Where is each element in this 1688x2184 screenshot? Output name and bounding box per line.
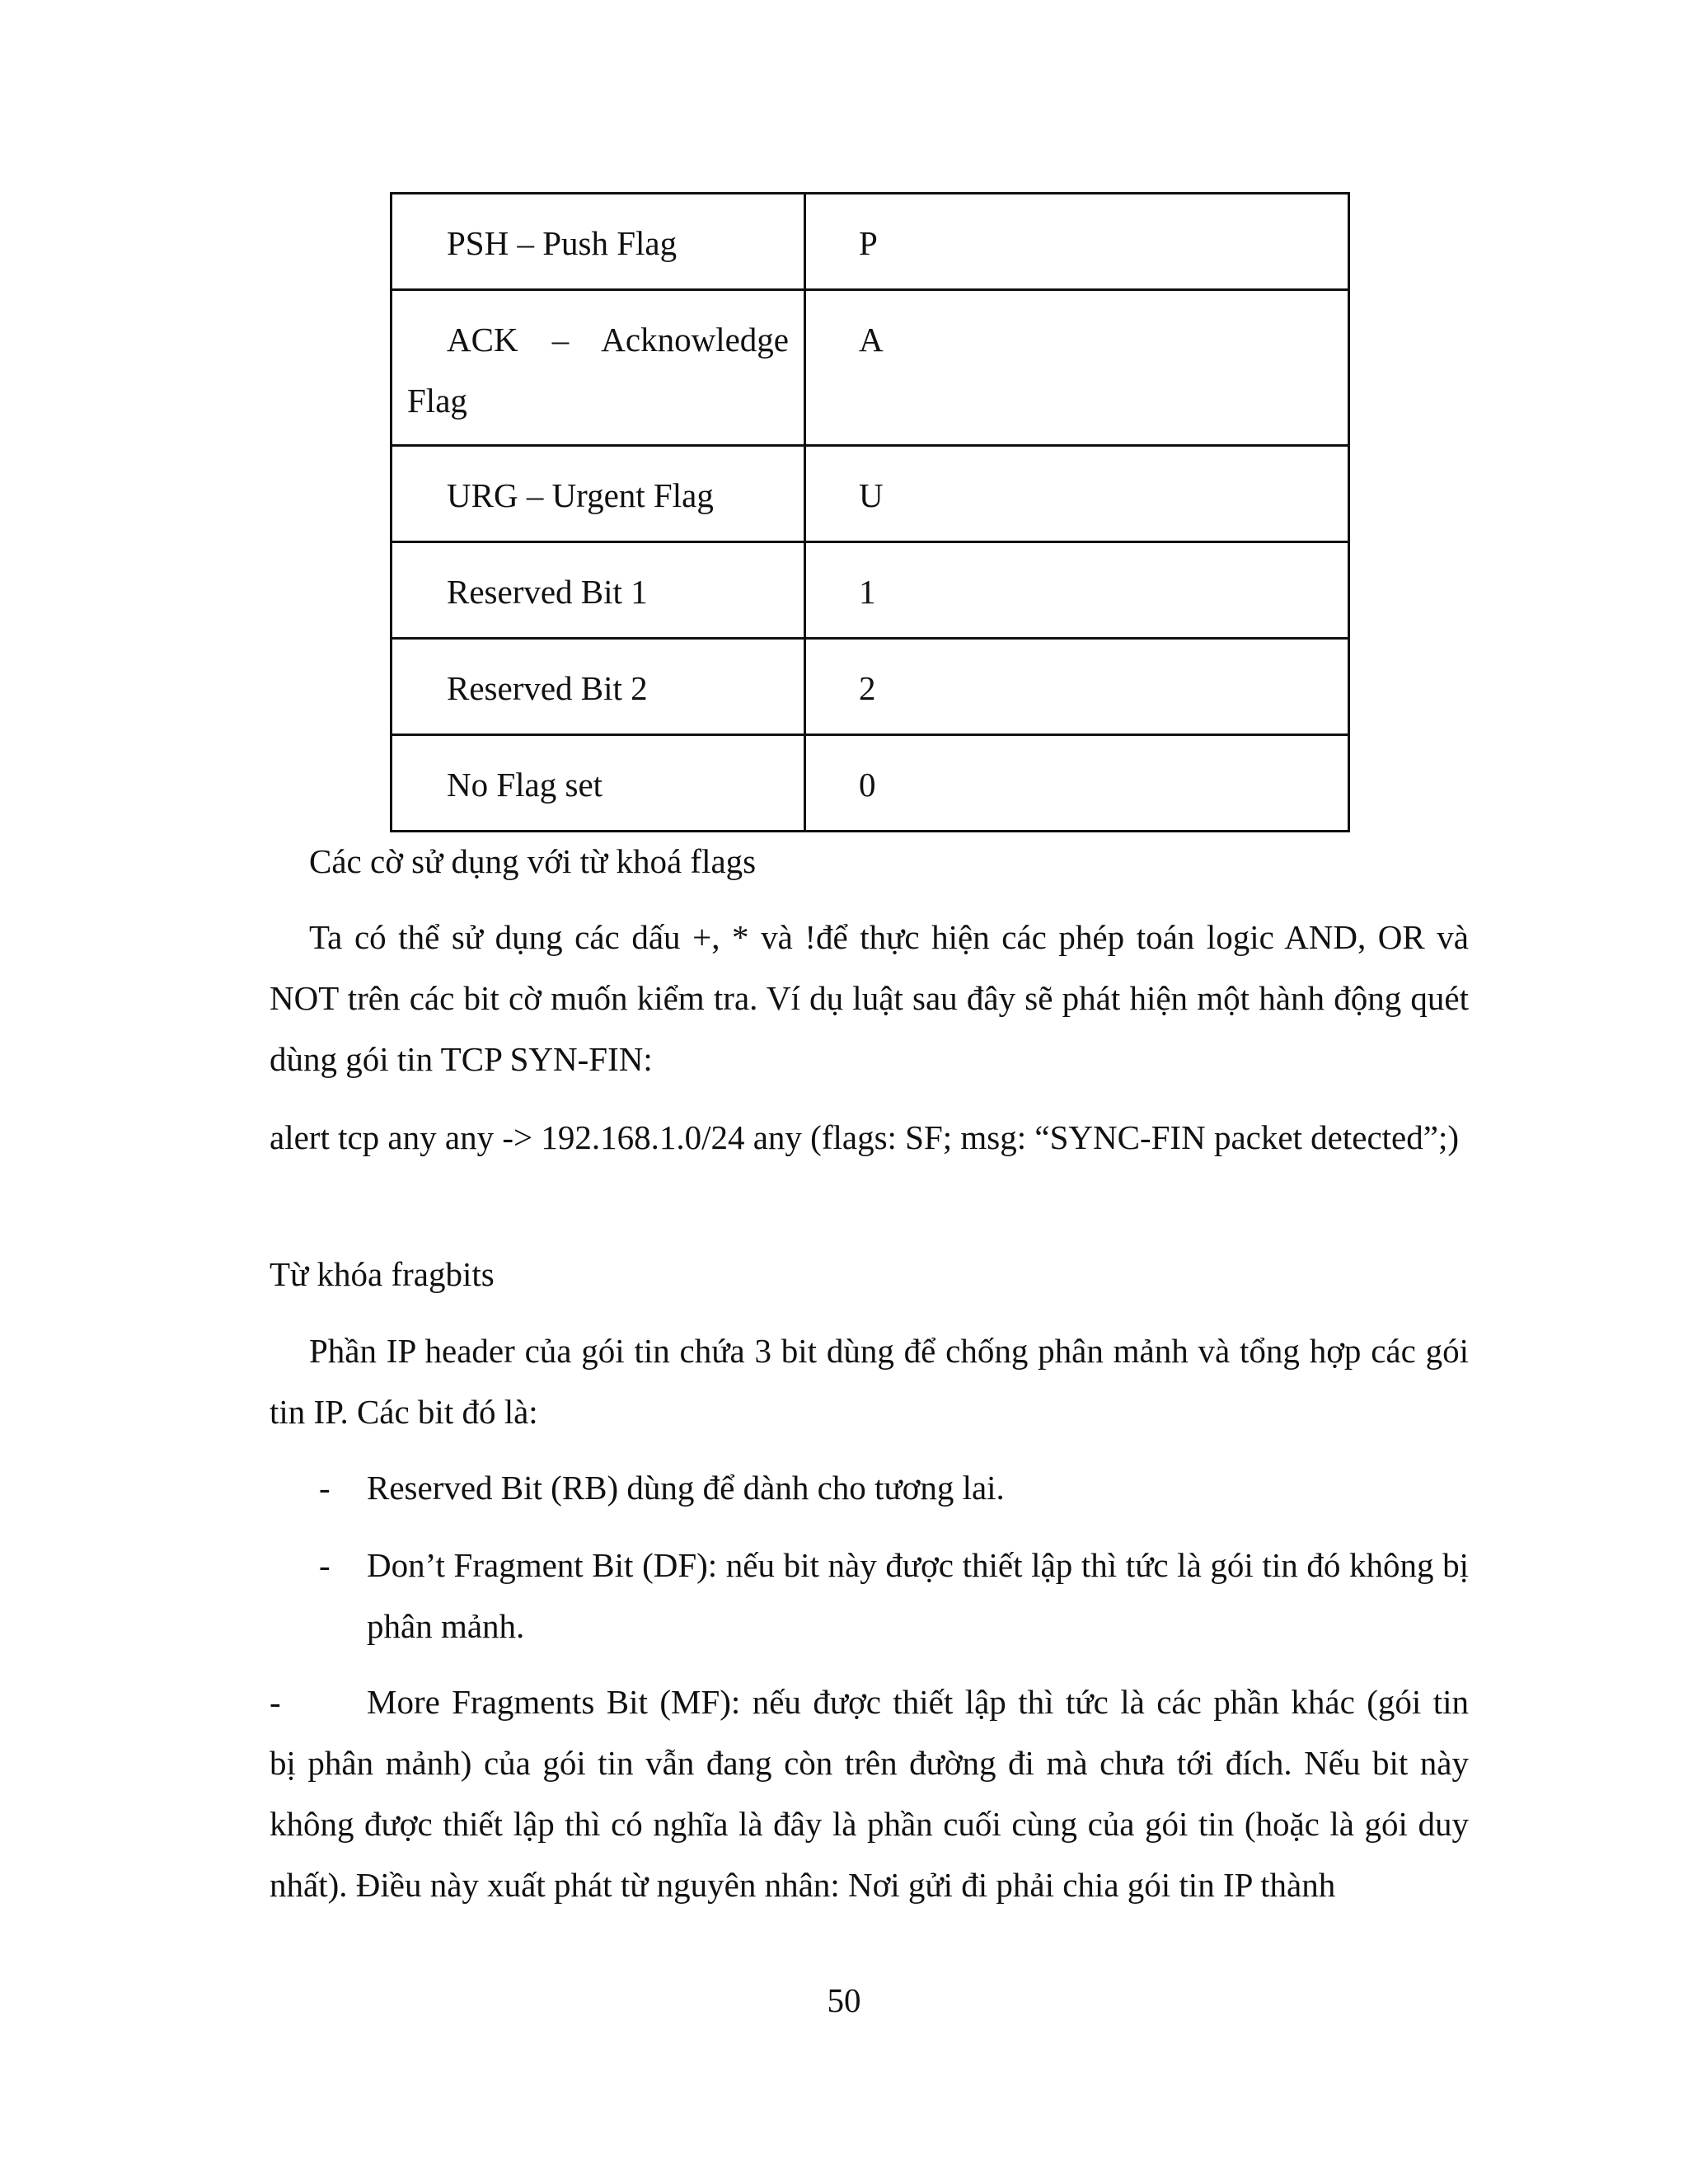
- bullet-text-reserved-bit: Reserved Bit (RB) dùng để dành cho tương lai.: [367, 1469, 1005, 1507]
- bullet-dash: -: [319, 1546, 331, 1584]
- list-item: [270, 1535, 1469, 1657]
- flag-code-cell: 0: [805, 735, 1349, 832]
- table-row: [392, 446, 1349, 542]
- paragraph-logic-operators: Ta có thể sử dụng các dấu +, * và !để thực hiện các phép toán logic AND, OR và NOT trên các bit cờ muốn kiểm tra. Ví dụ luật sau đây sẽ phát hiện một hành động quét dùng gói tin TCP SYN-FIN:: [270, 918, 1469, 1078]
- paragraph-ip-header-bits: Phần IP header của gói tin chứa 3 bit dùng để chống phân mảnh và tổng hợp các gói tin IP. Các bit đó là:: [270, 1332, 1469, 1431]
- flag-name-cell: [392, 446, 805, 542]
- flag-code-cell: 1: [805, 542, 1349, 639]
- list-item: [270, 1457, 1469, 1518]
- flag-name: URG – Urgent Flag: [447, 476, 714, 514]
- bullet-text-dont-fragment: Don’t Fragment Bit (DF): nếu bit này được thiết lập thì tức là gói tin đó không bị phân mảnh.: [367, 1546, 1469, 1645]
- flag-code-cell: A: [805, 290, 1349, 446]
- flag-code-cell: 2: [805, 639, 1349, 735]
- flag-name-cell: [392, 542, 805, 639]
- table-row: [392, 542, 1349, 639]
- rule-example: alert tcp any any -> 192.168.1.0/24 any (flags: SF; msg: “SYNC-FIN packet detected”;): [270, 1118, 1459, 1156]
- flag-name: No Flag set: [447, 766, 603, 804]
- table-caption: Các cờ sử dụng với từ khoá flags: [309, 842, 757, 880]
- bullet-dash: -: [270, 1683, 281, 1721]
- tcp-flags-table: [390, 192, 1350, 832]
- table-row: [392, 194, 1349, 290]
- flag-code-cell: P: [805, 194, 1349, 290]
- table-row: [392, 735, 1349, 832]
- flag-name-cell: [392, 290, 805, 446]
- flag-name: Reserved Bit 1: [447, 573, 648, 611]
- page-number: 50: [827, 1981, 861, 2019]
- flag-name-cell: [392, 735, 805, 832]
- flag-code-cell: U: [805, 446, 1349, 542]
- bullet-dash: -: [319, 1469, 331, 1507]
- list-item: [270, 1671, 1469, 1915]
- table-row: [392, 639, 1349, 735]
- flag-name: Reserved Bit 2: [447, 669, 648, 707]
- bullet-text-more-fragments-rest: bị phân mảnh) của gói tin vẫn đang còn trên đường đi mà chưa tới đích. Nếu bit này không được thiết lập thì có nghĩa là đây là phần cuối cùng của gói tin (hoặc là gói duy nhất). Điều này xuất phát từ nguyên nhân: Nơi gửi đi phải chia gói tin IP thành: [270, 1744, 1469, 1904]
- bullet-text-more-fragments-first: More Fragments Bit (MF): nếu được thiết lập thì tức là các phần khác (gói tin: [367, 1683, 1469, 1721]
- section-heading-fragbits: Từ khóa fragbits: [270, 1255, 495, 1293]
- flag-name-line-1: ACK – Acknowledge: [447, 321, 789, 359]
- table-row: [392, 290, 1349, 446]
- flag-name-cell: [392, 639, 805, 735]
- flag-name-line-2: Flag: [407, 382, 467, 419]
- flag-name: PSH – Push Flag: [447, 224, 678, 262]
- flag-name-cell: [392, 194, 805, 290]
